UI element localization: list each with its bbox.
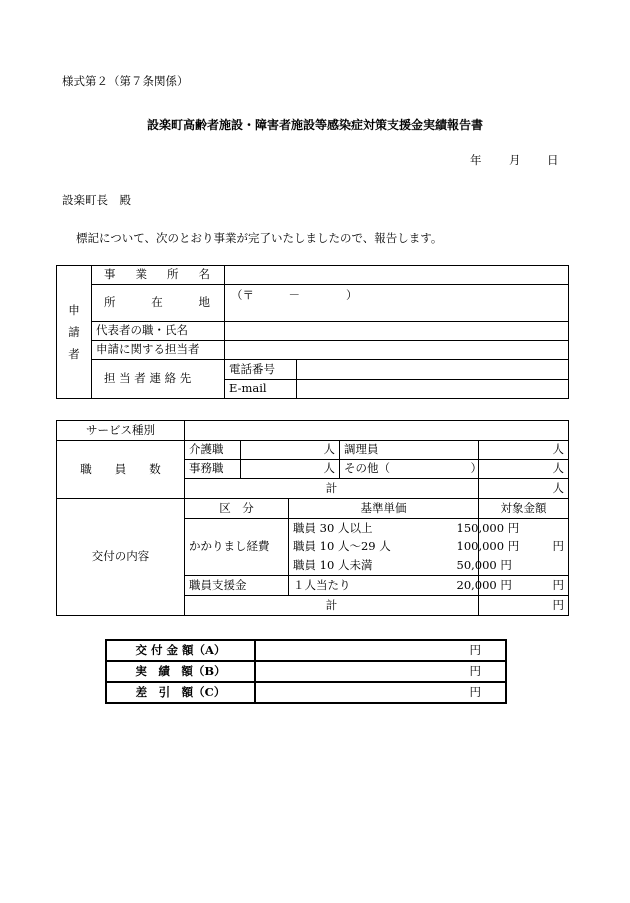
tier-amount: 100,000 円 xyxy=(453,538,479,557)
clerk-count[interactable]: 人 xyxy=(241,460,340,479)
grant-total-label: 計 xyxy=(185,596,479,616)
tier-label: 職員 10 人～29 人 xyxy=(289,538,453,557)
staff-grant-table xyxy=(56,420,569,616)
support-label: 職員支援金 xyxy=(185,576,289,596)
summary-table xyxy=(105,639,507,704)
grant-section-label: 交付の内容 xyxy=(57,499,185,616)
office-name-label: 事 業 所 名 xyxy=(92,266,225,285)
office-name-field[interactable] xyxy=(225,266,569,285)
phone-label: 電話番号 xyxy=(225,360,297,380)
postal-code: （〒 － ） xyxy=(231,288,358,302)
cook-count[interactable]: 人 xyxy=(479,441,569,460)
difference-amount-field[interactable]: 円 xyxy=(255,682,506,703)
clerk-label: 事務職 xyxy=(185,460,241,479)
care-worker-label: 介護職 xyxy=(185,441,241,460)
support-total-amount[interactable]: 円 xyxy=(479,576,569,596)
service-type-field[interactable] xyxy=(185,421,569,441)
tier-label: 職員 30 人以上 xyxy=(289,519,453,538)
support-basis: １人当たり xyxy=(289,576,453,596)
grant-col-unit-price: 基準単価 xyxy=(289,499,479,519)
phone-field[interactable] xyxy=(297,360,569,380)
care-worker-count[interactable]: 人 xyxy=(241,441,340,460)
tier-amount: 150,000 円 xyxy=(453,519,479,538)
staff-total-count[interactable]: 人 xyxy=(479,479,569,499)
applicant-side-label: 申 請 者 xyxy=(57,266,92,399)
cook-label: 調理員 xyxy=(340,441,479,460)
other-label: その他（ ） xyxy=(340,460,479,479)
grant-amount-field[interactable]: 円 xyxy=(255,640,506,661)
contact-person-label: 申請に関する担当者 xyxy=(92,341,225,360)
representative-field[interactable] xyxy=(225,322,569,341)
intro-text: 標記について、次のとおり事業が完了いたしましたので、報告します。 xyxy=(76,231,443,245)
staff-total-label: 計 xyxy=(185,479,479,499)
expense-label: かかりまし経費 xyxy=(185,519,289,576)
support-amount: 20,000 円 xyxy=(453,576,479,596)
actual-amount-label: 実 績 額（B） xyxy=(106,661,255,682)
difference-amount-label: 差 引 額（C） xyxy=(106,682,255,703)
email-label: E-mail xyxy=(225,380,297,399)
contact-person-field[interactable] xyxy=(225,341,569,360)
date-day: 日 xyxy=(547,153,559,167)
applicant-table xyxy=(56,265,569,399)
form-number: 様式第２（第７条関係） xyxy=(62,74,189,88)
email-field[interactable] xyxy=(297,380,569,399)
location-field[interactable] xyxy=(225,285,569,322)
tier-amount: 50,000 円 xyxy=(453,557,479,576)
grant-total-amount[interactable]: 円 xyxy=(479,596,569,616)
actual-amount-field[interactable]: 円 xyxy=(255,661,506,682)
addressee: 設楽町長 殿 xyxy=(62,193,131,207)
representative-label: 代表者の職・氏名 xyxy=(92,322,225,341)
tier-label: 職員 10 人未満 xyxy=(289,557,453,576)
location-label: 所 在 地 xyxy=(92,285,225,322)
grant-col-category: 区 分 xyxy=(185,499,289,519)
expense-amount[interactable]: 円 xyxy=(479,519,569,576)
page-title: 設楽町高齢者施設・障害者施設等感染症対策支援金実績報告書 xyxy=(146,118,483,132)
contact-info-label: 担 当 者 連 絡 先 xyxy=(92,360,225,399)
other-count[interactable]: 人 xyxy=(479,460,569,479)
grant-amount-label: 交 付 金 額（A） xyxy=(106,640,255,661)
grant-col-amount: 対象金額 xyxy=(479,499,569,519)
service-type-label: サービス種別 xyxy=(57,421,185,441)
date-year: 年 xyxy=(470,153,482,167)
date-month: 月 xyxy=(509,153,521,167)
staff-count-label: 職 員 数 xyxy=(57,441,185,499)
